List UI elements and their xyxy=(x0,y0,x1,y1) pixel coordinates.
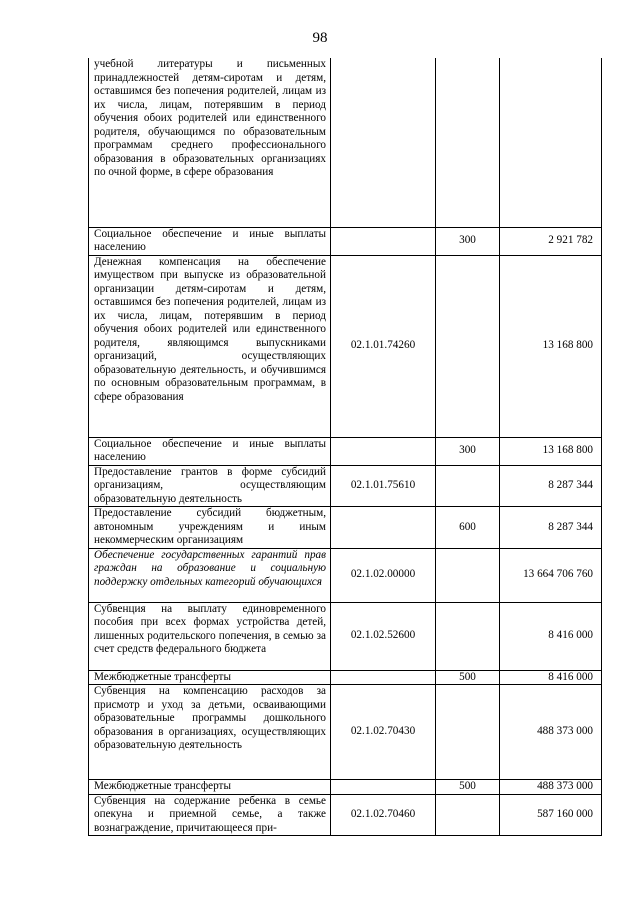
row-code xyxy=(331,780,436,795)
row-amount: 13 168 800 xyxy=(500,437,602,465)
budget-table xyxy=(88,58,602,836)
row-code: 02.1.01.75610 xyxy=(331,465,436,507)
row-amount: 13 664 706 760 xyxy=(500,548,602,602)
table-row xyxy=(89,227,602,255)
row-amount: 8 287 344 xyxy=(500,507,602,549)
row-description: Предоставление субсидий бюджетным, автономным учреждениям и иным некоммерческим организациям xyxy=(89,507,331,549)
row-code xyxy=(331,507,436,549)
budget-table-body xyxy=(89,58,602,836)
table-row xyxy=(89,780,602,795)
row-expense-type xyxy=(436,548,500,602)
row-expense-type xyxy=(436,685,500,780)
row-amount: 488 373 000 xyxy=(500,780,602,795)
row-description: Денежная компенсация на обеспечение имуществом при выпуске из образовательной организации детям-сиротам и детям, оставшимся без попечения родителей, лицам из их числа, лицам, потерявшим в период обучения обоих родителей или единственного родителя, являющимся выпускниками организаций, осуществляющих образовательную деятельность, и обучившимся по основным образовательным программам, в сфере образования xyxy=(89,255,331,437)
row-code: 02.1.02.70430 xyxy=(331,685,436,780)
row-description: Социальное обеспечение и иные выплаты населению xyxy=(89,227,331,255)
table-row xyxy=(89,685,602,780)
table-row xyxy=(89,602,602,670)
table-row xyxy=(89,255,602,437)
row-description: Субвенция на содержание ребенка в семье опекуна и приемной семье, а также вознаграждение, причитающееся при- xyxy=(89,794,331,836)
row-description: учебной литературы и письменных принадлежностей детям-сиротам и детям, оставшимся без попечения родителей, лицам из их числа, лицам, потерявшим в период обучения обоих родителей или единственного родителя, обучающимся по образовательным программам среднего профессионального образования в образовательных организациях по очной форме, в сфере образования xyxy=(89,58,331,227)
table-row xyxy=(89,670,602,685)
table-row xyxy=(89,507,602,549)
row-description: Межбюджетные трансферты xyxy=(89,670,331,685)
row-expense-type xyxy=(436,794,500,836)
row-expense-type xyxy=(436,602,500,670)
row-amount: 8 287 344 xyxy=(500,465,602,507)
row-description: Межбюджетные трансферты xyxy=(89,780,331,795)
row-amount: 8 416 000 xyxy=(500,602,602,670)
row-description: Субвенция на выплату единовременного пособия при всех формах устройства детей, лишенных родительского попечения, в семью за счет средств федерального бюджета xyxy=(89,602,331,670)
row-code xyxy=(331,227,436,255)
row-description: Субвенция на компенсацию расходов за присмотр и уход за детьми, осваивающими образовательные программы дошкольного образования в организациях, осуществляющих образовательную деятельность xyxy=(89,685,331,780)
row-code: 02.1.02.00000 xyxy=(331,548,436,602)
row-amount: 8 416 000 xyxy=(500,670,602,685)
row-description: Социальное обеспечение и иные выплаты населению xyxy=(89,437,331,465)
page-number: 98 xyxy=(312,30,328,46)
row-amount: 587 160 000 xyxy=(500,794,602,836)
row-expense-type: 600 xyxy=(436,507,500,549)
row-code xyxy=(331,670,436,685)
row-expense-type xyxy=(436,58,500,227)
row-expense-type: 300 xyxy=(436,227,500,255)
row-expense-type xyxy=(436,465,500,507)
row-expense-type: 300 xyxy=(436,437,500,465)
table-row xyxy=(89,548,602,602)
row-expense-type: 500 xyxy=(436,780,500,795)
table-row xyxy=(89,437,602,465)
row-code: 02.1.02.70460 xyxy=(331,794,436,836)
row-code: 02.1.01.74260 xyxy=(331,255,436,437)
row-amount: 2 921 782 xyxy=(500,227,602,255)
row-expense-type xyxy=(436,255,500,437)
row-amount: 13 168 800 xyxy=(500,255,602,437)
row-description: Предоставление грантов в форме субсидий организациям, осуществляющим образовательную деятельность xyxy=(89,465,331,507)
row-expense-type: 500 xyxy=(436,670,500,685)
row-code xyxy=(331,437,436,465)
row-code: 02.1.02.52600 xyxy=(331,602,436,670)
table-row xyxy=(89,58,602,227)
table-row xyxy=(89,794,602,836)
row-description: Обеспечение государственных гарантий прав граждан на образование и социальную поддержку отдельных категорий обучающихся xyxy=(89,548,331,602)
table-row xyxy=(89,465,602,507)
row-code xyxy=(331,58,436,227)
row-amount xyxy=(500,58,602,227)
row-amount: 488 373 000 xyxy=(500,685,602,780)
